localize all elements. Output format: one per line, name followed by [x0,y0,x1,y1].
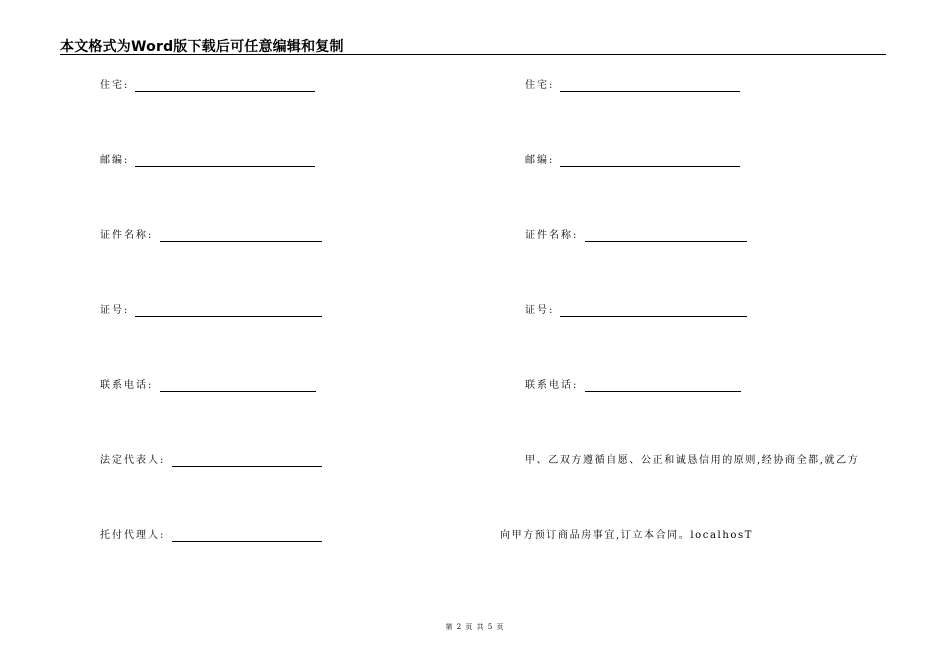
left-field-legal-rep-label: 法定代表人: [100,455,166,466]
right-field-id-number [525,304,554,318]
right-field-postcode-label: 邮编: [525,155,555,166]
left-field-id-number [100,304,129,318]
left-field-phone-label: 联系电话: [100,380,154,391]
left-field-agent-blank [172,541,322,542]
right-field-id-number-blank [560,316,747,317]
agreement-paragraph-line-1: 甲、乙双方遵循自愿、公正和诚恳信用的原则,经协商全都,就乙方 [525,455,860,466]
page-number-footer: 第 2 页 共 5 页 [445,623,505,631]
right-field-id-type-label: 证件名称: [525,230,579,241]
left-field-postcode [100,154,129,168]
right-field-residence-label: 住宅: [525,80,555,91]
left-field-postcode-label: 邮编: [100,155,130,166]
left-field-phone-blank [160,391,316,392]
right-field-phone-label: 联系电话: [525,380,579,391]
right-field-postcode-blank [560,166,740,167]
left-field-legal-rep [100,454,165,468]
left-field-agent [100,529,165,543]
left-field-id-type-label: 证件名称: [100,230,154,241]
right-field-id-type-blank [585,241,747,242]
right-field-id-type [525,229,578,243]
left-field-id-number-blank [135,316,322,317]
left-field-residence-blank [135,91,315,92]
right-field-phone [525,379,578,393]
right-field-residence [525,79,554,93]
right-field-postcode [525,154,554,168]
left-field-id-number-label: 证号: [100,305,130,316]
left-field-residence-label: 住宅: [100,80,130,91]
left-field-agent-label: 托付代理人: [100,530,166,541]
left-field-legal-rep-blank [172,466,322,467]
right-field-id-number-label: 证号: [525,305,555,316]
left-field-phone [100,379,153,393]
left-field-id-type [100,229,153,243]
left-field-id-type-blank [160,241,322,242]
right-field-phone-blank [585,391,741,392]
left-field-residence [100,79,129,93]
header-divider [60,54,886,55]
left-field-postcode-blank [135,166,315,167]
document-header-title: 本文格式为Word版下载后可任意编辑和复制 [60,39,344,55]
agreement-paragraph-line-2: 向甲方预订商品房事宜,订立本合同。localhosT [500,530,754,541]
right-field-residence-blank [560,91,740,92]
